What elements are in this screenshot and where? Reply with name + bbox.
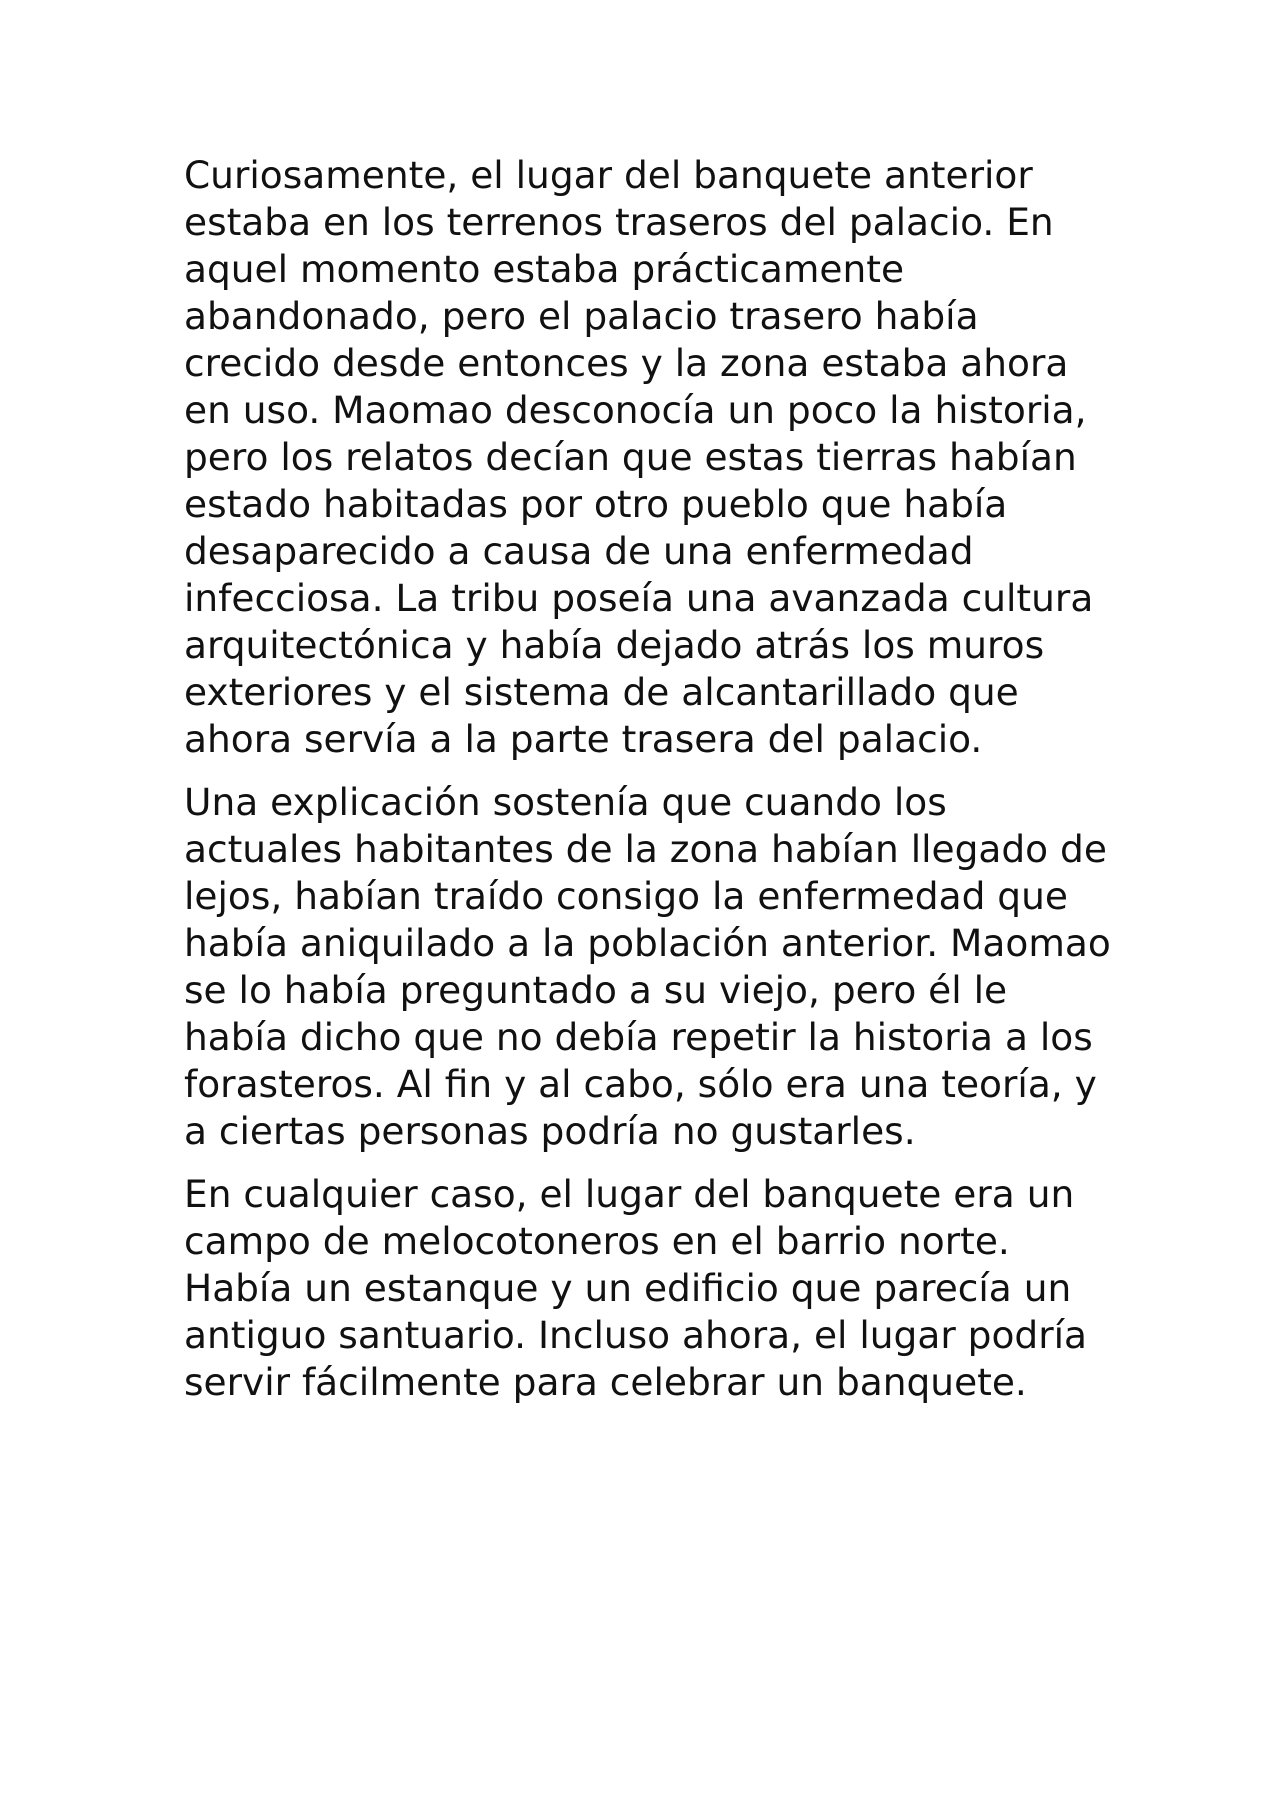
body-text: [184, 152, 1114, 1422]
paragraph-3: En cualquier caso, el lugar del banquete era un campo de melocotoneros en el barrio norte. Había un estanque y un edificio que parecía un antiguo santuario. Incluso ahora, el lugar podría servir fácilmente para celebrar un banquete.: [184, 1172, 1088, 1404]
paragraph-2: Una explicación sostenía que cuando los actuales habitantes de la zona habían llegado de lejos, habían traído consigo la enfermedad que había aniquilado a la población anterior. Maomao se lo había preguntado a su viejo, pero él le había dicho que no debía repetir la historia a los forasteros. Al fin y al cabo, sólo era una teoría, y a ciertas personas podría no gustarles.: [184, 780, 1111, 1153]
paragraph-1: Curiosamente, el lugar del banquete anterior estaba en los terrenos traseros del palacio. En aquel momento estaba prácticamente abandonado, pero el palacio trasero había crecido desde entonces y la zona estaba ahora en uso. Maomao desconocía un poco la historia, pero los relatos decían que estas tierras habían estado habitadas por otro pueblo que había desaparecido a causa de una enfermedad infecciosa. La tribu poseía una avanzada cultura arquitectónica y había dejado atrás los muros exteriores y el sistema de alcantarillado que ahora servía a la parte trasera del palacio.: [184, 153, 1094, 761]
